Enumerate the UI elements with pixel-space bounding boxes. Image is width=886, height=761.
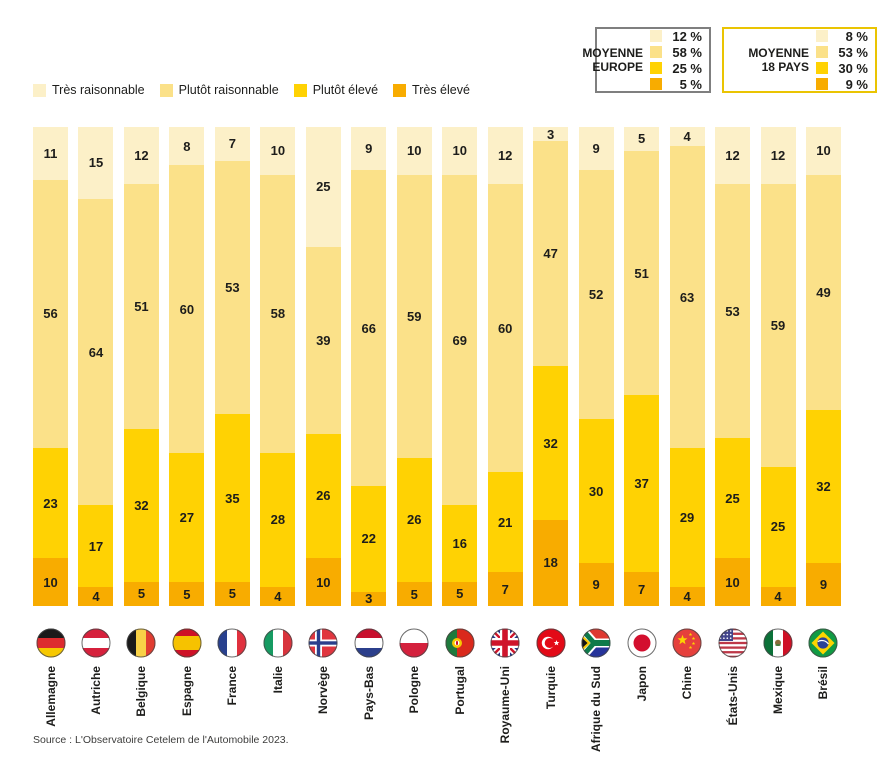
country-column	[78, 127, 113, 752]
bar-segment-value: 9	[592, 141, 600, 157]
summary-box-row	[816, 45, 868, 60]
bar-segment	[124, 582, 159, 606]
summary-box-row	[816, 77, 868, 92]
flag-belgium-icon	[126, 628, 156, 658]
bar-segment	[397, 458, 432, 583]
stacked-bar	[351, 127, 386, 606]
flag-germany-icon	[36, 628, 66, 658]
country-label: Norvège	[316, 666, 331, 715]
bar-segment-value: 58	[270, 306, 286, 322]
bar-segment-value: 5	[456, 586, 464, 602]
legend-item	[294, 83, 378, 97]
bar-segment	[715, 184, 750, 438]
bar-segment	[260, 587, 295, 606]
bar-segment	[670, 448, 705, 587]
flag-mexico-icon	[763, 628, 793, 658]
bar-segment	[33, 180, 68, 448]
bar-segment-value: 32	[134, 497, 149, 513]
country-column	[670, 127, 705, 752]
bar-segment	[124, 429, 159, 582]
country-label: Allemagne	[43, 666, 58, 727]
country-label: Chine	[680, 666, 695, 700]
bar-segment	[260, 127, 295, 175]
bar-segment-value: 5	[228, 586, 236, 602]
summary-box-row	[816, 29, 868, 44]
summary-swatch-icon	[650, 62, 662, 74]
legend-swatch-icon	[393, 84, 406, 97]
bar-segment-value: 21	[497, 514, 513, 530]
bar-segment	[33, 448, 68, 558]
bar-segment	[169, 453, 204, 582]
summary-box-title-line: MOYENNE	[582, 45, 643, 60]
country-label: Turquie	[543, 666, 558, 710]
country-column	[169, 127, 204, 752]
bar-segment-value: 17	[88, 538, 104, 554]
bar-segment-value: 26	[407, 512, 422, 528]
summary-swatch-icon	[816, 78, 828, 90]
bar-segment	[397, 127, 432, 175]
summary-value: 8 %	[845, 28, 868, 44]
bar-segment	[351, 486, 386, 591]
bar-segment-value: 10	[816, 143, 831, 159]
flag-italy-icon	[263, 628, 293, 658]
bar-segment	[78, 199, 113, 506]
bar-segment	[533, 127, 568, 141]
bar-segment-value: 59	[407, 308, 422, 324]
bar-segment	[306, 434, 341, 559]
stacked-bar	[442, 127, 477, 606]
bar-segment-value: 60	[179, 301, 195, 317]
bar-segment	[124, 184, 159, 428]
bar-segment-value: 9	[592, 576, 600, 592]
flag-netherlands-icon	[354, 628, 384, 658]
bar-segment-value: 30	[588, 483, 604, 499]
bar-segment-value: 49	[816, 284, 831, 300]
flag-spain-icon	[172, 628, 202, 658]
summary-box-row	[816, 61, 868, 76]
bar-segment-value: 69	[452, 332, 467, 348]
bar-segment-value: 7	[637, 581, 646, 597]
stacked-bar	[715, 127, 750, 606]
legend-item	[160, 83, 279, 97]
stacked-bar	[579, 127, 614, 606]
bar-segment	[442, 127, 477, 175]
summary-swatch-icon	[650, 30, 662, 42]
stacked-bar	[124, 127, 159, 606]
bar-segment	[33, 558, 68, 606]
bar-segment-value: 7	[501, 581, 509, 597]
stacked-bar	[306, 127, 341, 606]
bar-segment	[215, 161, 250, 415]
bar-segment	[351, 592, 386, 606]
bar-segment	[78, 505, 113, 586]
flag-norway-icon	[308, 628, 338, 658]
summary-value: 30 %	[838, 60, 868, 76]
bar-segment	[761, 467, 796, 587]
bar-segment	[215, 582, 250, 606]
bar-segment-value: 11	[43, 145, 58, 161]
bar-segment	[78, 127, 113, 199]
bar-segment-value: 5	[637, 131, 646, 147]
bar-segment	[624, 395, 659, 572]
bar-segment-value: 18	[543, 555, 558, 571]
country-column	[397, 127, 432, 752]
bar-segment	[579, 563, 614, 606]
bar-segment	[78, 587, 113, 606]
bar-segment	[488, 472, 523, 573]
bar-segment-value: 35	[225, 490, 240, 506]
country-column	[260, 127, 295, 752]
bar-segment	[761, 127, 796, 184]
bar-segment-value: 64	[88, 344, 104, 360]
bar-segment	[351, 127, 386, 170]
bar-segment-value: 47	[543, 246, 558, 262]
legend-label: Plutôt raisonnable	[178, 83, 279, 97]
flag-china-icon	[672, 628, 702, 658]
summary-box-rows	[650, 29, 702, 92]
bar-segment	[761, 587, 796, 606]
bar-segment-value: 3	[365, 591, 373, 607]
bar-segment-value: 4	[274, 588, 282, 604]
summary-value: 9 %	[845, 76, 868, 92]
country-label: France	[225, 666, 240, 706]
legend-label: Très élevé	[412, 83, 470, 97]
bar-segment-value: 23	[43, 495, 58, 511]
bar-segment-value: 25	[725, 490, 740, 506]
bar-segment-value: 39	[316, 332, 331, 348]
bar-segment	[670, 127, 705, 146]
summary-box-row	[650, 29, 702, 44]
flag-france-icon	[217, 628, 247, 658]
bar-segment	[761, 184, 796, 467]
source-note: Source : L'Observatoire Cetelem de l'Automobile 2023.	[33, 734, 289, 746]
summary-box-row	[650, 45, 702, 60]
country-label: Royaume-Uni	[498, 666, 513, 744]
stacked-bar	[806, 127, 841, 606]
stacked-bar-chart	[33, 127, 841, 752]
bar-segment	[169, 127, 204, 165]
bar-segment-value: 28	[270, 512, 286, 528]
bar-segment	[169, 582, 204, 606]
stacked-bar	[78, 127, 113, 606]
stacked-bar	[169, 127, 204, 606]
bar-segment	[124, 127, 159, 184]
bar-segment	[442, 505, 477, 582]
country-column	[33, 127, 68, 752]
bar-segment-value: 4	[683, 588, 691, 604]
summary-swatch-icon	[650, 46, 662, 58]
bar-segment	[215, 414, 250, 582]
legend-item	[33, 83, 145, 97]
bar-segment	[533, 366, 568, 519]
summary-swatch-icon	[650, 78, 662, 90]
bar-segment-value: 32	[816, 478, 831, 494]
bar-segment	[533, 141, 568, 366]
summary-value: 5 %	[679, 76, 702, 92]
bar-segment	[670, 587, 705, 606]
stacked-bar	[33, 127, 68, 606]
country-column	[624, 127, 659, 752]
bar-segment-value: 9	[365, 141, 373, 157]
bar-segment	[806, 563, 841, 606]
bar-segment-value: 37	[634, 476, 649, 492]
country-label: Espagne	[179, 666, 194, 717]
bar-segment-value: 4	[774, 588, 782, 604]
bar-segment-value: 52	[588, 287, 604, 303]
stacked-bar	[670, 127, 705, 606]
country-column	[806, 127, 841, 752]
bar-segment	[715, 438, 750, 558]
bar-segment	[260, 453, 295, 587]
flag-austria-icon	[81, 628, 111, 658]
summary-box-moyenne-18-pays	[722, 27, 877, 93]
country-column	[124, 127, 159, 752]
bar-segment	[306, 558, 341, 606]
bar-segment-value: 8	[183, 138, 191, 154]
flag-uk-icon	[490, 628, 520, 658]
bar-segment-value: 3	[547, 126, 555, 142]
bar-segment	[169, 165, 204, 452]
bar-segment-value: 16	[452, 536, 467, 552]
bar-segment-value: 51	[634, 265, 649, 281]
bar-segment	[397, 175, 432, 458]
legend-swatch-icon	[160, 84, 173, 97]
bar-segment-value: 56	[43, 306, 58, 322]
bar-segment-value: 5	[410, 586, 418, 602]
summary-swatch-icon	[816, 30, 828, 42]
stacked-bar	[397, 127, 432, 606]
bar-segment-value: 12	[134, 148, 149, 164]
country-column	[715, 127, 750, 752]
bar-segment-value: 7	[228, 136, 236, 152]
bar-segment-value: 15	[88, 155, 104, 171]
stacked-bar	[533, 127, 568, 606]
legend-item	[393, 83, 470, 97]
country-label: Mexique	[771, 666, 785, 715]
bar-segment-value: 51	[134, 299, 149, 315]
bar-segment-value: 27	[179, 509, 195, 525]
country-label: Italie	[270, 666, 285, 694]
bar-segment	[670, 146, 705, 448]
country-label: Japon	[634, 666, 649, 702]
bar-segment	[397, 582, 432, 606]
summary-box-rows	[816, 29, 868, 92]
legend-label: Plutôt élevé	[312, 83, 379, 97]
country-label: Portugal	[452, 666, 467, 715]
bar-segment	[624, 151, 659, 395]
summary-box-row	[650, 77, 702, 92]
legend-label: Très raisonnable	[52, 83, 145, 97]
bar-segment-value: 26	[316, 488, 331, 504]
stacked-bar	[215, 127, 250, 606]
bar-segment	[624, 127, 659, 151]
bar-segment	[306, 127, 341, 247]
flag-japan-icon	[627, 628, 657, 658]
stacked-bar	[260, 127, 295, 606]
bar-segment-value: 29	[679, 509, 695, 525]
bar-segment-value: 5	[183, 586, 191, 602]
bar-segment	[33, 127, 68, 180]
bar-segment-value: 53	[225, 279, 240, 295]
bar-segment	[351, 170, 386, 486]
country-column	[761, 127, 796, 752]
summary-value: 58 %	[672, 44, 702, 60]
bar-segment-value: 25	[770, 519, 786, 535]
bar-segment-value: 66	[361, 320, 377, 336]
country-column	[442, 127, 477, 752]
flag-usa-icon	[718, 628, 748, 658]
country-label: Autriche	[88, 666, 103, 715]
summary-swatch-icon	[816, 46, 828, 58]
bar-segment	[715, 558, 750, 606]
country-label: Afrique du Sud	[589, 666, 604, 752]
bar-segment-value: 63	[679, 289, 695, 305]
flag-south-africa-icon	[581, 628, 611, 658]
summary-box-title-line: MOYENNE	[748, 45, 809, 60]
legend-swatch-icon	[294, 84, 307, 97]
summary-swatch-icon	[816, 62, 828, 74]
bar-segment-value: 10	[725, 574, 740, 590]
bar-segment	[624, 572, 659, 606]
bar-segment-value: 4	[92, 588, 100, 604]
bar-segment-value: 10	[43, 574, 58, 590]
flag-poland-icon	[399, 628, 429, 658]
bar-segment	[488, 184, 523, 471]
bar-segment	[579, 419, 614, 563]
country-column	[351, 127, 386, 752]
country-column	[306, 127, 341, 752]
flag-brazil-icon	[808, 628, 838, 658]
bar-segment	[488, 127, 523, 184]
stacked-bar	[761, 127, 796, 606]
flag-portugal-icon	[445, 628, 475, 658]
bar-segment-value: 12	[725, 148, 740, 164]
bar-segment	[806, 127, 841, 175]
bar-segment-value: 12	[770, 148, 786, 164]
bar-segment-value: 10	[316, 574, 331, 590]
summary-value: 53 %	[838, 44, 868, 60]
summary-box-title-line: 18 PAYS	[761, 60, 809, 74]
stacked-bar	[624, 127, 659, 606]
bar-segment	[715, 127, 750, 184]
bar-segment-value: 12	[497, 148, 513, 164]
summary-box-moyenne-europe	[582, 27, 711, 93]
bar-segment	[579, 127, 614, 170]
bar-segment	[215, 127, 250, 161]
bar-segment-value: 32	[543, 435, 558, 451]
bar-segment-value: 9	[819, 576, 828, 592]
summary-box-title-line: EUROPE	[592, 60, 643, 74]
summary-box-title	[748, 46, 809, 75]
bar-segment	[442, 582, 477, 606]
bar-segment-value: 25	[316, 179, 331, 195]
bar-segment-value: 10	[452, 143, 467, 159]
bar-segment	[442, 175, 477, 506]
bar-segment	[533, 520, 568, 606]
summary-box-row	[650, 61, 702, 76]
country-column	[215, 127, 250, 752]
bar-segment	[488, 572, 523, 606]
stacked-bar	[488, 127, 523, 606]
bar-segment	[806, 410, 841, 563]
bar-segment-value: 5	[137, 586, 146, 602]
legend	[33, 83, 470, 97]
country-column	[488, 127, 523, 752]
bar-segment	[806, 175, 841, 410]
country-column	[533, 127, 568, 752]
summary-value: 25 %	[672, 60, 702, 76]
bar-segment-value: 10	[407, 143, 422, 159]
bar-segment	[260, 175, 295, 453]
country-column	[579, 127, 614, 752]
summary-value: 12 %	[672, 28, 702, 44]
country-label: Belgique	[134, 666, 149, 717]
summary-box-title	[582, 46, 643, 75]
bar-segment-value: 4	[683, 129, 691, 145]
bar-segment-value: 59	[770, 318, 786, 334]
country-label: Pologne	[407, 666, 422, 714]
country-label: États-Unis	[725, 666, 740, 726]
bar-segment-value: 22	[361, 531, 377, 547]
bar-segment	[579, 170, 614, 419]
bar-segment-value: 60	[497, 320, 513, 336]
legend-swatch-icon	[33, 84, 46, 97]
flag-turkey-icon	[536, 628, 566, 658]
country-label: Pays-Bas	[361, 666, 376, 721]
bar-segment-value: 53	[725, 303, 740, 319]
bar-segment-value: 10	[270, 143, 286, 159]
country-label: Brésil	[816, 666, 831, 700]
bar-segment	[306, 247, 341, 434]
